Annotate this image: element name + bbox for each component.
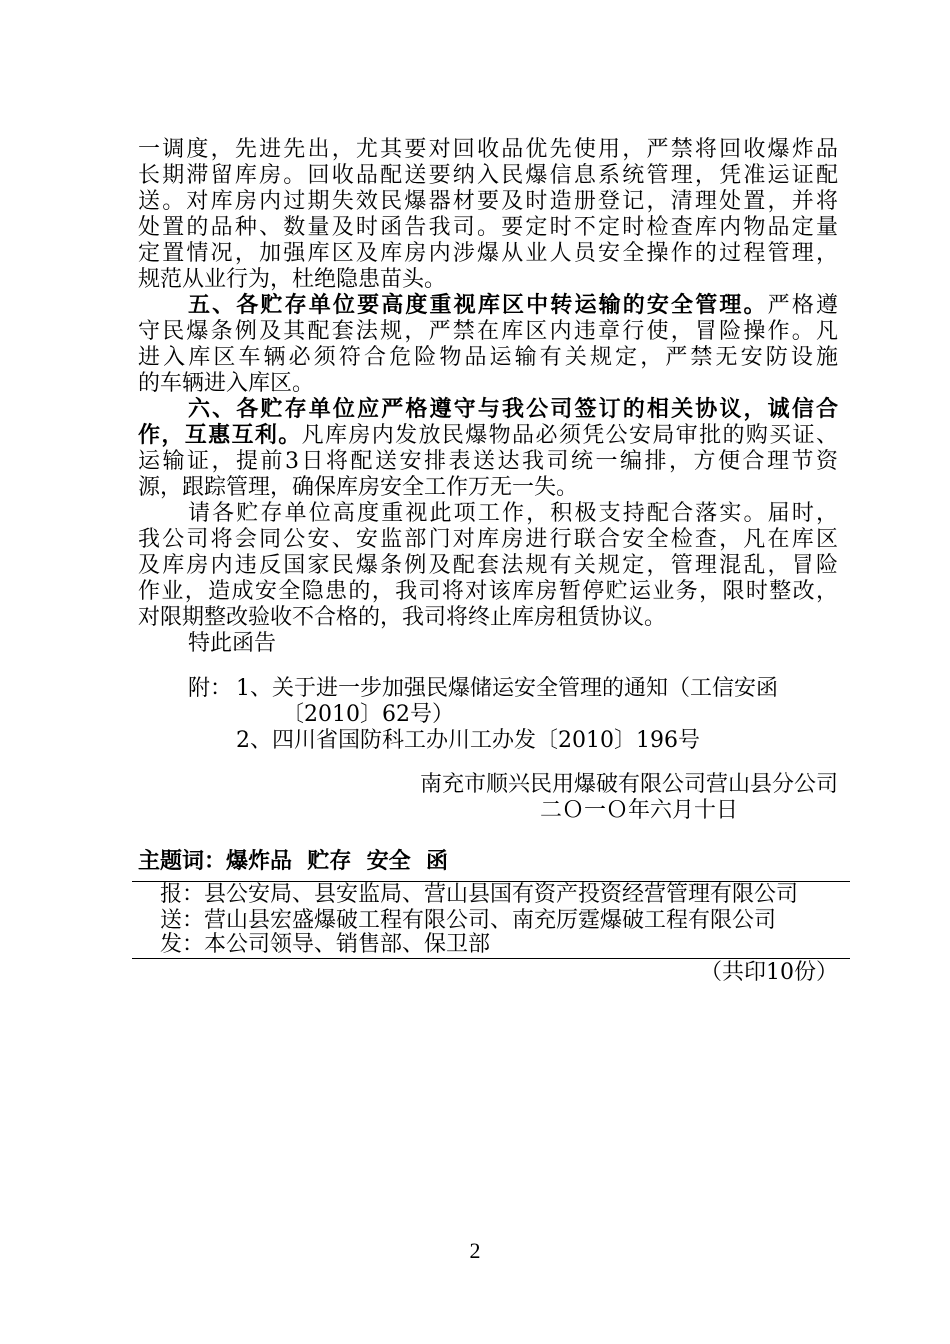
subject-label: 主题词：	[138, 849, 227, 874]
paragraph-line: 规范从业行为，杜绝隐患苗头。	[138, 267, 447, 292]
paragraph-line: 及库房内违反国家民爆条例及配套法规有关规定，管理混乱，冒险	[138, 553, 838, 578]
attachment-item-1: 1、关于进一步加强民爆储运安全管理的通知（工信安函	[236, 676, 778, 701]
paragraph-5-text: 严格遵	[767, 293, 838, 318]
paragraph-line: 请各贮存单位高度重视此项工作，积极支持配合落实。届时，	[188, 501, 838, 526]
divider	[132, 958, 850, 959]
paragraph-line: 进入库区车辆必须符合危险物品运输有关规定，严禁无安防设施	[138, 345, 838, 370]
send-to: 送：营山县宏盛爆破工程有限公司、南充厉霆爆破工程有限公司	[160, 908, 777, 933]
paragraph-line: 的车辆进入库区。	[138, 371, 315, 396]
paragraph-5-first-line	[188, 293, 838, 319]
paragraph-line: 处置的品种、数量及时函告我司。要定时不定时检查库内物品定量	[138, 215, 838, 240]
paragraph-line: 对限期整改验收不合格的，我司将终止库房租赁协议。	[138, 605, 667, 630]
subject-line	[138, 849, 448, 875]
attachment-item-2: 2、四川省国防科工办川工办发〔2010〕196号	[236, 728, 700, 753]
attachment-item-1-cont: 〔2010〕62号）	[282, 702, 454, 727]
report-to: 报：县公安局、县安监局、营山县国有资产投资经营管理有限公司	[160, 882, 799, 907]
paragraph-6-second-line	[138, 423, 838, 449]
paragraph-line: 守民爆条例及其配套法规，严禁在库区内违章行使，冒险操作。凡	[138, 319, 838, 344]
issue-to: 发：本公司领导、销售部、保卫部	[160, 932, 491, 957]
page-number: 2	[469, 1238, 481, 1263]
paragraph-line: 送。对库房内过期失效民爆器材要及时造册登记，清理处置，并将	[138, 189, 838, 214]
paragraph-line: 作业，造成安全隐患的，我司将对该库房暂停贮运业务，限时整改，	[138, 579, 838, 604]
signature-org: 南充市顺兴民用爆破有限公司营山县分公司	[419, 772, 838, 797]
subject-keywords: 爆炸品 贮存 安全 函	[226, 849, 448, 874]
paragraph-line: 定置情况，加强库区及库房内涉爆从业人员安全操作的过程管理，	[138, 241, 838, 266]
paragraph-line: 我公司将会同公安、安监部门对库房进行联合安全检查，凡在库区	[138, 527, 838, 552]
paragraph-6-heading: 六、各贮存单位应严格遵守与我公司签订的相关协议，诚信合	[188, 397, 838, 422]
paragraph-6-heading-end: 作，互惠互利。	[138, 423, 302, 448]
signature-date: 二Ｏ一Ｏ年六月十日	[539, 798, 738, 823]
copies-count: （共印10份）	[700, 960, 838, 985]
paragraph-5-heading: 五、各贮存单位要高度重视库区中转运输的安全管理。	[188, 293, 768, 318]
attachment-label: 附：	[188, 676, 233, 701]
closing-text: 特此函告	[188, 631, 277, 656]
paragraph-line: 一调度，先进先出，尤其要对回收品优先使用，严禁将回收爆炸品	[138, 137, 838, 162]
paragraph-line: 长期滞留库房。回收品配送要纳入民爆信息系统管理，凭准运证配	[138, 163, 838, 188]
paragraph-line: 源，跟踪管理，确保库房安全工作万无一失。	[138, 475, 579, 500]
paragraph-line: 运输证，提前3日将配送安排表送达我司统一编排，方便合理节资	[138, 449, 838, 474]
paragraph-6-text: 凡库房内发放民爆物品必须凭公安局审批的购买证、	[301, 423, 838, 448]
